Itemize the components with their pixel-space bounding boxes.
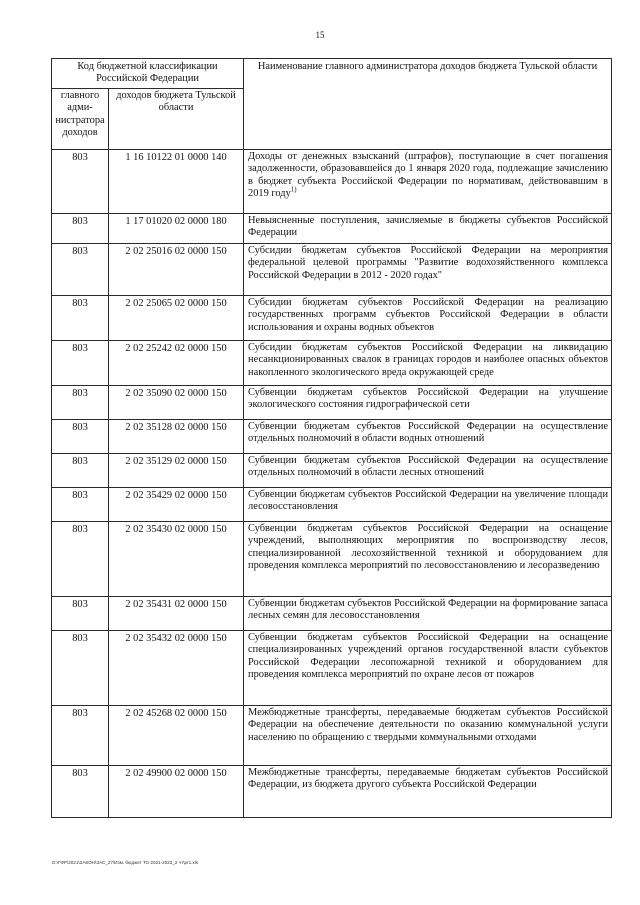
admin-code-cell: 803 <box>52 243 109 295</box>
income-name-text: Невыясненные поступления, зачисляемые в бюджеты субъектов Российской Федерации <box>248 214 609 239</box>
income-code-cell: 2 02 25065 02 0000 150 <box>109 295 244 340</box>
income-code-cell: 2 02 35432 02 0000 150 <box>109 630 244 705</box>
table-row <box>52 385 612 419</box>
income-code-cell: 2 02 35430 02 0000 150 <box>109 521 244 596</box>
income-name-cell <box>244 149 612 213</box>
table-row <box>52 487 612 521</box>
income-code-cell: 2 02 49900 02 0000 150 <box>109 765 244 817</box>
income-code-cell: 2 02 45268 02 0000 150 <box>109 705 244 765</box>
page-number: 15 <box>315 30 325 40</box>
table-header <box>52 59 612 150</box>
income-name-cell <box>244 765 612 817</box>
admin-code-cell: 803 <box>52 385 109 419</box>
table-row <box>52 213 612 243</box>
income-name-cell <box>244 213 612 243</box>
table-body <box>52 149 612 817</box>
income-name-cell <box>244 419 612 453</box>
header-code-group: Код бюджетной классификации Российской Федерации <box>52 59 244 89</box>
income-name-cell <box>244 630 612 705</box>
income-name-text: Межбюджетные трансферты, передаваемые бюджетам субъектов Российской Федерации на обеспечение деятельности по оказанию коммунальной услуги населению по обращению с твердыми коммунальными отходами <box>248 706 609 743</box>
admin-code-cell: 803 <box>52 521 109 596</box>
table-row <box>52 149 612 213</box>
table-row <box>52 521 612 596</box>
admin-code-cell: 803 <box>52 453 109 487</box>
income-name-cell <box>244 596 612 630</box>
table-row <box>52 419 612 453</box>
income-name-cell <box>244 243 612 295</box>
income-name-cell <box>244 521 612 596</box>
income-code-cell: 2 02 35090 02 0000 150 <box>109 385 244 419</box>
admin-code-cell: 803 <box>52 149 109 213</box>
admin-code-cell: 803 <box>52 765 109 817</box>
file-path-footer: D:\ГФР\2021\ЗАКОН\ЗАС_27\Изм. бюджет ТО 2021-2023_2 чт\pr1.xls <box>52 860 199 865</box>
income-name-text: Субвенции бюджетам субъектов Российской Федерации на улучшение экологического состояния гидрографической сети <box>248 386 609 411</box>
income-name-text: Субвенции бюджетам субъектов Российской Федерации на увеличение площади лесовосстановления <box>248 488 609 513</box>
admin-code-cell: 803 <box>52 630 109 705</box>
income-name-cell <box>244 453 612 487</box>
income-name-text: Субсидии бюджетам субъектов Российской Федерации на мероприятия федеральной целевой программы "Развитие водохозяйственного комплекса Российской Федерации в 2012 - 2020 годах" <box>248 244 609 281</box>
table-row <box>52 295 612 340</box>
header-income: доходов бюджета Тульской области <box>109 88 244 149</box>
admin-code-cell: 803 <box>52 419 109 453</box>
income-name-cell <box>244 295 612 340</box>
income-name-cell <box>244 705 612 765</box>
income-code-cell: 2 02 35431 02 0000 150 <box>109 596 244 630</box>
income-code-cell: 1 17 01020 02 0000 180 <box>109 213 244 243</box>
income-code-cell: 1 16 10122 01 0000 140 <box>109 149 244 213</box>
income-name-text: Межбюджетные трансферты, передаваемые бюджетам субъектов Российской Федерации, из бюджета другого субъекта Российской Федерации <box>248 766 609 791</box>
table-row <box>52 765 612 817</box>
income-name-cell <box>244 340 612 385</box>
income-name-text: Субвенции бюджетам субъектов Российской Федерации на оснащение учреждений, выполняющих мероприятия по воспроизводству лесов, специализированной лесохозяйственной техникой и оборудованием для проведения комплекса мероприятий по лесовосстановлению и лесоразведению <box>248 522 609 572</box>
income-name-text: Доходы от денежных взысканий (штрафов), поступающие в счет погашения задолженности, образовавшейся до 1 января 2020 года, подлежащие зачислению в бюджет субъекта Российской Федерации по нормативам, действовавшим в 2019 году <box>248 150 609 200</box>
admin-code-cell: 803 <box>52 213 109 243</box>
income-name-text: Субвенции бюджетам субъектов Российской Федерации на осуществление отдельных полномочий в области лесных отношений <box>248 454 609 479</box>
table-row <box>52 453 612 487</box>
admin-code-cell: 803 <box>52 487 109 521</box>
table-row <box>52 630 612 705</box>
table-row <box>52 243 612 295</box>
revenue-administrators-table <box>51 58 612 818</box>
income-name-cell <box>244 487 612 521</box>
income-name-text: Субсидии бюджетам субъектов Российской Федерации на реализацию государственных программ субъектов Российской Федерации в области использования и охраны водных объектов <box>248 296 609 333</box>
income-name-text: Субсидии бюджетам субъектов Российской Федерации на ликвидацию несанкционированных свалок в границах городов и наиболее опасных объектов накопленного экологического вреда окружающей среде <box>248 341 609 378</box>
income-code-cell: 2 02 35129 02 0000 150 <box>109 453 244 487</box>
header-admin: главного адми-нистратора доходов <box>52 88 109 149</box>
income-code-cell: 2 02 35429 02 0000 150 <box>109 487 244 521</box>
footnote-marker: 1) <box>290 185 297 194</box>
income-code-cell: 2 02 25016 02 0000 150 <box>109 243 244 295</box>
income-name-text: Субвенции бюджетам субъектов Российской Федерации на осуществление отдельных полномочий в области водных отношений <box>248 420 609 445</box>
table-row <box>52 340 612 385</box>
income-name-text: Субвенции бюджетам субъектов Российской Федерации на формирование запаса лесных семян для лесовосстановления <box>248 597 609 622</box>
admin-code-cell: 803 <box>52 340 109 385</box>
table-row <box>52 705 612 765</box>
header-name: Наименование главного администратора доходов бюджета Тульской области <box>244 59 612 150</box>
income-code-cell: 2 02 25242 02 0000 150 <box>109 340 244 385</box>
income-name-text: Субвенции бюджетам субъектов Российской Федерации на оснащение специализированных учреждений органов государственной власти субъектов Российской Федерации лесопожарной техникой и оборудованием для проведения комплекса мероприятий по охране лесов от пожаров <box>248 631 609 681</box>
admin-code-cell: 803 <box>52 596 109 630</box>
admin-code-cell: 803 <box>52 295 109 340</box>
admin-code-cell: 803 <box>52 705 109 765</box>
income-code-cell: 2 02 35128 02 0000 150 <box>109 419 244 453</box>
income-name-cell <box>244 385 612 419</box>
table-row <box>52 596 612 630</box>
